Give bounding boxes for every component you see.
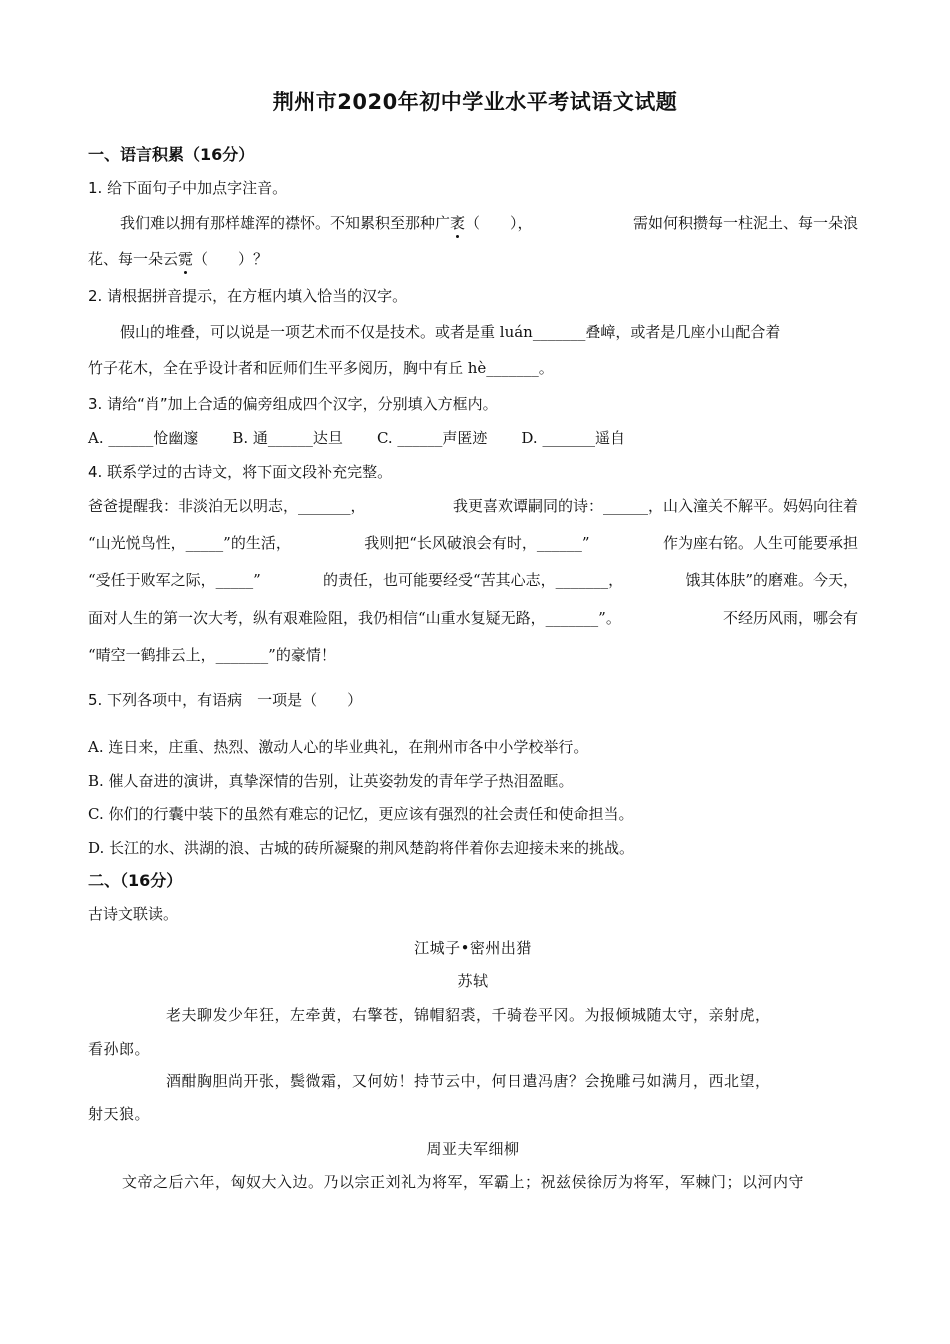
question-1-text <box>120 211 533 235</box>
prose-line-1: 文帝之后六年，匈奴大入边。乃以宗正刘礼为将军，军霸上；祝兹侯徐厉为将军，军棘门；以河内守 <box>122 1173 805 1191</box>
dotted-char-1: 袤 <box>450 211 465 235</box>
question-4-segment: 的责任，也可能要经受“苦其心志，_______， <box>323 571 624 589</box>
prose-title: 周亚夫军细柳 <box>426 1140 520 1158</box>
dotted-char-2: 霓 <box>178 247 193 271</box>
question-5-stem: 5. 下列各项中，有语病 一项是（ ） <box>88 691 363 709</box>
question-4-line-5 <box>88 643 858 667</box>
question-4-line-1 <box>88 494 858 518</box>
question-1-stem: 1. 给下面句子中加点字注音。 <box>88 179 288 197</box>
section-heading-1: 一、语言积累（16分） <box>88 145 255 164</box>
section-heading-2: 二、（16分） <box>88 871 183 890</box>
question-4-line-3 <box>88 568 858 592</box>
question-2-line-1: 假山的堆叠，可以说是一项艺术而不仅是技术。或者是重 luán_______叠嶂，或者是几座小山配合着 <box>120 323 781 341</box>
question-4-segment: 面对人生的第一次大考，纵有艰难险阻，我仍相信“山重水复疑无路，_______”。 <box>88 609 621 627</box>
question-4-segment: “晴空一鹤排云上，_______”的豪情！ <box>88 646 336 664</box>
question-5-option-c: C. 你们的行囊中装下的虽然有难忘的记忆，更应该有强烈的社会责任和使命担当。 <box>88 805 634 823</box>
question-3-option-a: A. ______怆幽邃 <box>88 429 199 447</box>
question-1-line-1 <box>88 211 858 235</box>
question-5-option-d: D. 长江的水、洪湖的浪、古城的砖所凝聚的荆风楚韵将伴着你去迎接未来的挑战。 <box>88 839 635 857</box>
question-2-line-2: 竹子花木，全在乎设计者和匠师们生平多阅历，胸中有丘 hè_______。 <box>88 359 554 377</box>
question-4-segment: 饿其体肤”的磨难。今天， <box>685 571 858 589</box>
question-1-text-a: 我们难以拥有那样雄浑的襟怀。不知累积至那种广 <box>120 214 451 232</box>
question-3-options <box>88 426 858 450</box>
question-4-segment: “受任于败军之际，_____” <box>88 571 261 589</box>
question-4-segment: 作为座右铭。人生可能要承担 <box>662 534 858 552</box>
poem-title: 江城子•密州出猎 <box>414 939 532 957</box>
question-3-option-c: C. ______声匿迹 <box>376 429 488 447</box>
question-3-stem: 3. 请给“肖”加上合适的偏旁组成四个汉字，分别填入方框内。 <box>88 395 498 413</box>
question-5-option-b: B. 催人奋进的演讲，真挚深情的告别，让英姿勃发的青年学子热泪盈眶。 <box>88 772 574 790</box>
poem-line-3: 酒酣胸胆尚开张，鬓微霜，又何妨！持节云中，何日遣冯唐？会挽雕弓如满月，西北望， <box>166 1072 771 1090</box>
poem-line-4: 射天狼。 <box>88 1105 151 1123</box>
question-3-option-d: D. _______遥自 <box>521 429 625 447</box>
page-title: 荆州市2020年初中学业水平考试语文试题 <box>272 90 678 114</box>
question-4-segment: 爸爸提醒我：非淡泊无以明志，_______， <box>88 497 366 515</box>
question-4-segment: 我更喜欢谭嗣同的诗：______，山入潼关不解平。妈妈向往着 <box>452 497 858 515</box>
question-1-text-c: 需如何积攒每一柱泥土、每一朵浪 <box>632 214 858 232</box>
section-2-intro: 古诗文联读。 <box>88 905 179 923</box>
poem-line-2: 看孙郎。 <box>88 1040 151 1058</box>
question-2-stem: 2. 请根据拼音提示，在方框内填入恰当的汉字。 <box>88 287 408 305</box>
question-4-segment: “山光悦鸟性，_____”的生活， <box>88 534 291 552</box>
question-1-line-2 <box>88 247 858 271</box>
question-4-line-4 <box>88 606 858 630</box>
question-4-segment: 我则把“长风破浪会有时，______” <box>364 534 590 552</box>
question-4-stem: 4. 联系学过的古诗文，将下面文段补充完整。 <box>88 463 393 481</box>
poem-author: 苏轼 <box>457 972 489 990</box>
question-1-blank-1: （ ）， <box>465 214 533 232</box>
question-5-option-a: A. 连日来，庄重、热烈、激动人心的毕业典礼，在荆州市各中小学校举行。 <box>88 738 589 756</box>
question-3-option-b: B. 通______达旦 <box>232 429 343 447</box>
poem-line-1: 老夫聊发少年狂，左牵黄，右擎苍，锦帽貂裘，千骑卷平冈。为报倾城随太守，亲射虎， <box>166 1006 771 1024</box>
question-1-text-d: 花、每一朵云 <box>88 250 179 268</box>
question-1-blank-2: （ ）？ <box>193 250 269 268</box>
question-4-line-2 <box>88 531 858 555</box>
question-4-segment: 不经历风雨，哪会有 <box>722 609 858 627</box>
